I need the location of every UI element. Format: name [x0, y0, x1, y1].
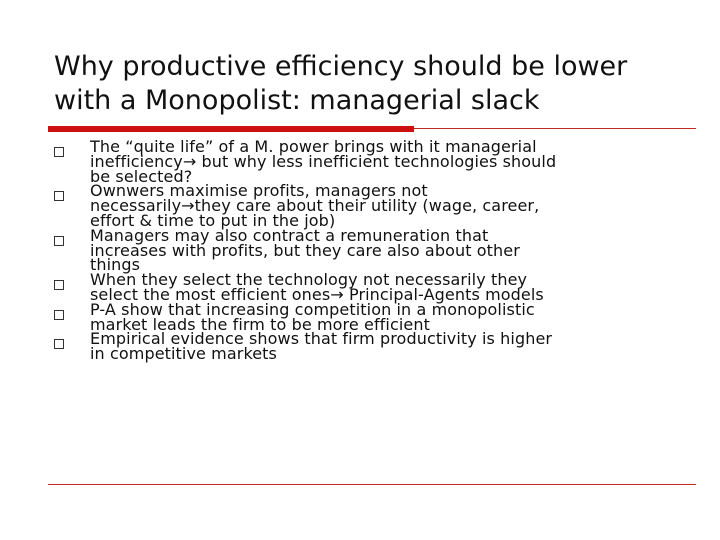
slide-title — [54, 50, 694, 118]
square-bullet-icon — [54, 147, 64, 157]
bullet-text-line: in competitive markets — [90, 344, 277, 364]
slide-title-line-2: with a Monopolist: managerial slack — [54, 85, 540, 116]
bullet-text-line: market leads the firm to be more efficient — [90, 314, 430, 334]
bullet-item — [54, 270, 694, 304]
slide-title-line-1: Why productive efficiency should be lower — [54, 51, 628, 82]
bullet-text-line: Ownwers maximise profits, managers not — [90, 181, 428, 201]
title-divider-accent — [48, 126, 414, 132]
bullet-text-line: effort & time to put in the job) — [90, 210, 336, 230]
bullet-text-line: increases with profits, but they care also about other — [90, 240, 520, 260]
bullet-text-line: select the most efficient ones→ Principal-Agents models — [90, 284, 544, 304]
bullet-item — [54, 225, 694, 275]
square-bullet-icon — [54, 236, 64, 246]
square-bullet-icon — [54, 191, 64, 201]
square-bullet-icon — [54, 310, 64, 320]
bullet-text-line: necessarily→they care about their utility (wage, career, — [90, 196, 540, 216]
square-bullet-icon — [54, 339, 64, 349]
bullet-item — [54, 181, 694, 230]
bullet-item — [54, 329, 694, 364]
bullet-text-line: The “quite life” of a M. power brings with it managerial — [90, 137, 537, 156]
bullet-text-line: things — [90, 255, 141, 275]
bullet-text-line: Managers may also contract a remuneration that — [90, 225, 489, 245]
bullet-text-line: inefficiency→ but why less inefficient technologies should — [90, 151, 557, 171]
bullet-item — [54, 137, 694, 186]
bullet-text-line: When they select the technology not necessarily they — [90, 270, 528, 290]
title-divider — [48, 126, 696, 134]
title-divider-thin — [414, 128, 696, 129]
bullet-text-line: Empirical evidence shows that firm productivity is higher — [90, 329, 553, 349]
bullet-item — [54, 299, 694, 334]
footer-divider — [48, 484, 696, 485]
bullet-list — [54, 137, 694, 364]
bullet-text-line: P-A show that increasing competition in a monopolistic — [90, 299, 535, 319]
square-bullet-icon — [54, 280, 64, 290]
bullet-text-line: be selected? — [90, 166, 193, 186]
